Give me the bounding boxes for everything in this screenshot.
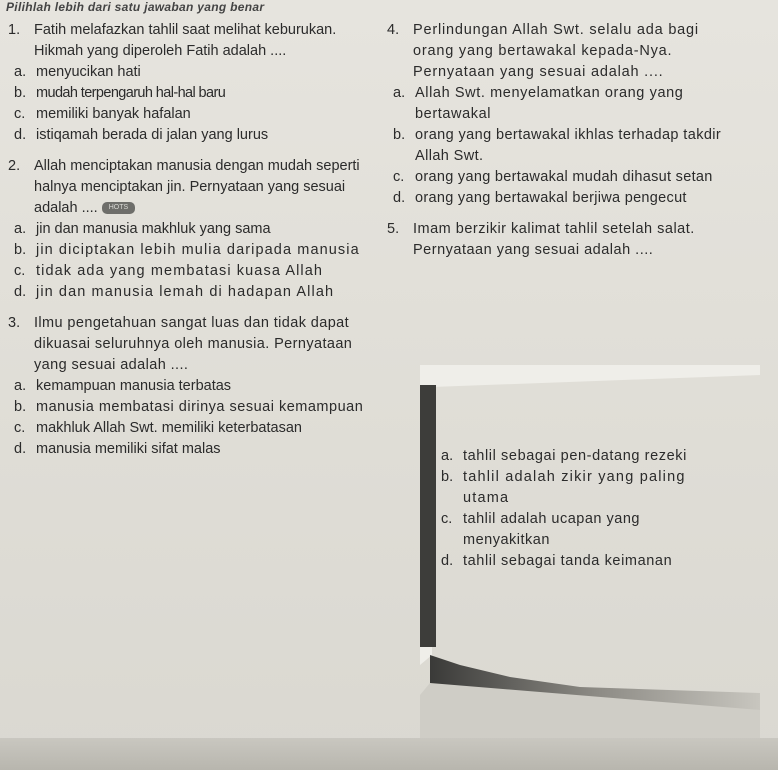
instruction-header: Pilihlah lebih dari satu jawaban yang benar xyxy=(6,0,265,14)
option-text: manusia memiliki sifat malas xyxy=(36,441,221,457)
question-stem-text: Allah menciptakan manusia dengan mudah seperti halnya menciptakan jin. Pernyataan yang sesuai adalah .... xyxy=(34,158,360,216)
option-letter: a. xyxy=(393,85,406,101)
question-5 xyxy=(387,219,727,261)
question-stem: Perlindungan Allah Swt. selalu ada bagi orang yang bertawakal kepada-Nya. Pernyataan yang sesuai adalah .... xyxy=(413,22,699,80)
right-column xyxy=(387,20,727,261)
option-letter: d. xyxy=(14,284,27,300)
option-a[interactable] xyxy=(441,446,721,467)
option-text: tidak ada yang membatasi kuasa Allah xyxy=(36,263,324,279)
option-text: menyucikan hati xyxy=(36,64,141,80)
question-stem: Ilmu pengetahuan sangat luas dan tidak dapat dikuasai seluruhnya oleh manusia. Pernyataan yang sesuai adalah .... xyxy=(34,315,353,373)
option-text: tahlil sebagai pen-datang rezeki xyxy=(463,448,687,464)
option-text: kemampuan manusia terbatas xyxy=(36,378,232,394)
option-a[interactable] xyxy=(8,62,368,83)
option-c[interactable] xyxy=(8,261,368,282)
option-text: istiqamah berada di jalan yang lurus xyxy=(36,127,269,143)
option-a[interactable] xyxy=(8,219,368,240)
question-4 xyxy=(387,20,727,209)
option-d[interactable] xyxy=(8,125,368,146)
option-d[interactable] xyxy=(8,439,368,460)
option-b[interactable] xyxy=(387,125,727,167)
option-text: orang yang bertawakal berjiwa pengecut xyxy=(415,190,687,206)
option-b[interactable] xyxy=(8,397,368,418)
question-number: 4. xyxy=(387,22,400,38)
option-text: jin dan manusia lemah di hadapan Allah xyxy=(36,284,335,300)
question-5-options xyxy=(441,446,721,572)
option-letter: c. xyxy=(441,511,453,527)
option-letter: a. xyxy=(14,378,27,394)
question-1 xyxy=(8,20,368,146)
option-d[interactable] xyxy=(8,282,368,303)
option-b[interactable] xyxy=(441,467,721,509)
option-text: manusia membatasi dirinya sesuai kemampuan xyxy=(36,399,364,415)
question-number: 5. xyxy=(387,221,400,237)
option-letter: b. xyxy=(393,127,406,143)
option-letter: a. xyxy=(441,448,454,464)
option-b[interactable] xyxy=(8,240,368,261)
option-letter: c. xyxy=(14,263,26,279)
question-3 xyxy=(8,313,368,460)
option-letter: d. xyxy=(14,127,27,143)
option-text: tahlil adalah zikir yang paling utama xyxy=(463,469,686,506)
option-c[interactable] xyxy=(387,167,727,188)
option-letter: c. xyxy=(14,420,26,436)
option-letter: c. xyxy=(14,106,26,122)
option-letter: b. xyxy=(14,242,27,258)
question-number: 2. xyxy=(8,158,21,174)
option-text: Allah Swt. menyelamatkan orang yang bertawakal xyxy=(415,85,684,122)
hots-stamp: HOTS xyxy=(102,202,135,214)
option-letter: b. xyxy=(14,85,27,101)
option-d[interactable] xyxy=(387,188,727,209)
question-number: 3. xyxy=(8,315,21,331)
page-bottom-edge xyxy=(0,738,778,770)
option-text: orang yang bertawakal ikhlas terhadap takdir Allah Swt. xyxy=(415,127,722,164)
option-letter: a. xyxy=(14,221,27,237)
option-letter: a. xyxy=(14,64,27,80)
option-c[interactable] xyxy=(8,104,368,125)
option-a[interactable] xyxy=(8,376,368,397)
option-text: tahlil adalah ucapan yang menyakitkan xyxy=(463,511,640,548)
option-letter: d. xyxy=(14,441,27,457)
option-text: jin dan manusia makhluk yang sama xyxy=(36,221,271,237)
question-stem: Imam berzikir kalimat tahlil setelah salat. Pernyataan yang sesuai adalah .... xyxy=(413,221,695,258)
question-stem: Fatih melafazkan tahlil saat melihat keburukan. Hikmah yang diperoleh Fatih adalah .... xyxy=(34,22,337,59)
option-letter: d. xyxy=(393,190,406,206)
option-letter: b. xyxy=(441,469,454,485)
option-text: orang yang bertawakal mudah dihasut setan xyxy=(415,169,713,185)
question-number: 1. xyxy=(8,22,21,38)
option-d[interactable] xyxy=(441,551,721,572)
option-text: makhluk Allah Swt. memiliki keterbatasan xyxy=(36,420,302,436)
option-text: memiliki banyak hafalan xyxy=(36,106,191,122)
option-c[interactable] xyxy=(441,509,721,551)
left-column xyxy=(8,20,368,460)
option-text: mudah terpengaruh hal-hal baru xyxy=(36,85,226,101)
question-2 xyxy=(8,156,368,303)
option-c[interactable] xyxy=(8,418,368,439)
option-letter: c. xyxy=(393,169,405,185)
option-text: jin diciptakan lebih mulia daripada manusia xyxy=(36,242,360,258)
option-letter: b. xyxy=(14,399,27,415)
option-a[interactable] xyxy=(387,83,727,125)
option-b[interactable] xyxy=(8,83,368,104)
option-letter: d. xyxy=(441,553,454,569)
option-text: tahlil sebagai tanda keimanan xyxy=(463,553,673,569)
question-stem xyxy=(34,156,368,219)
